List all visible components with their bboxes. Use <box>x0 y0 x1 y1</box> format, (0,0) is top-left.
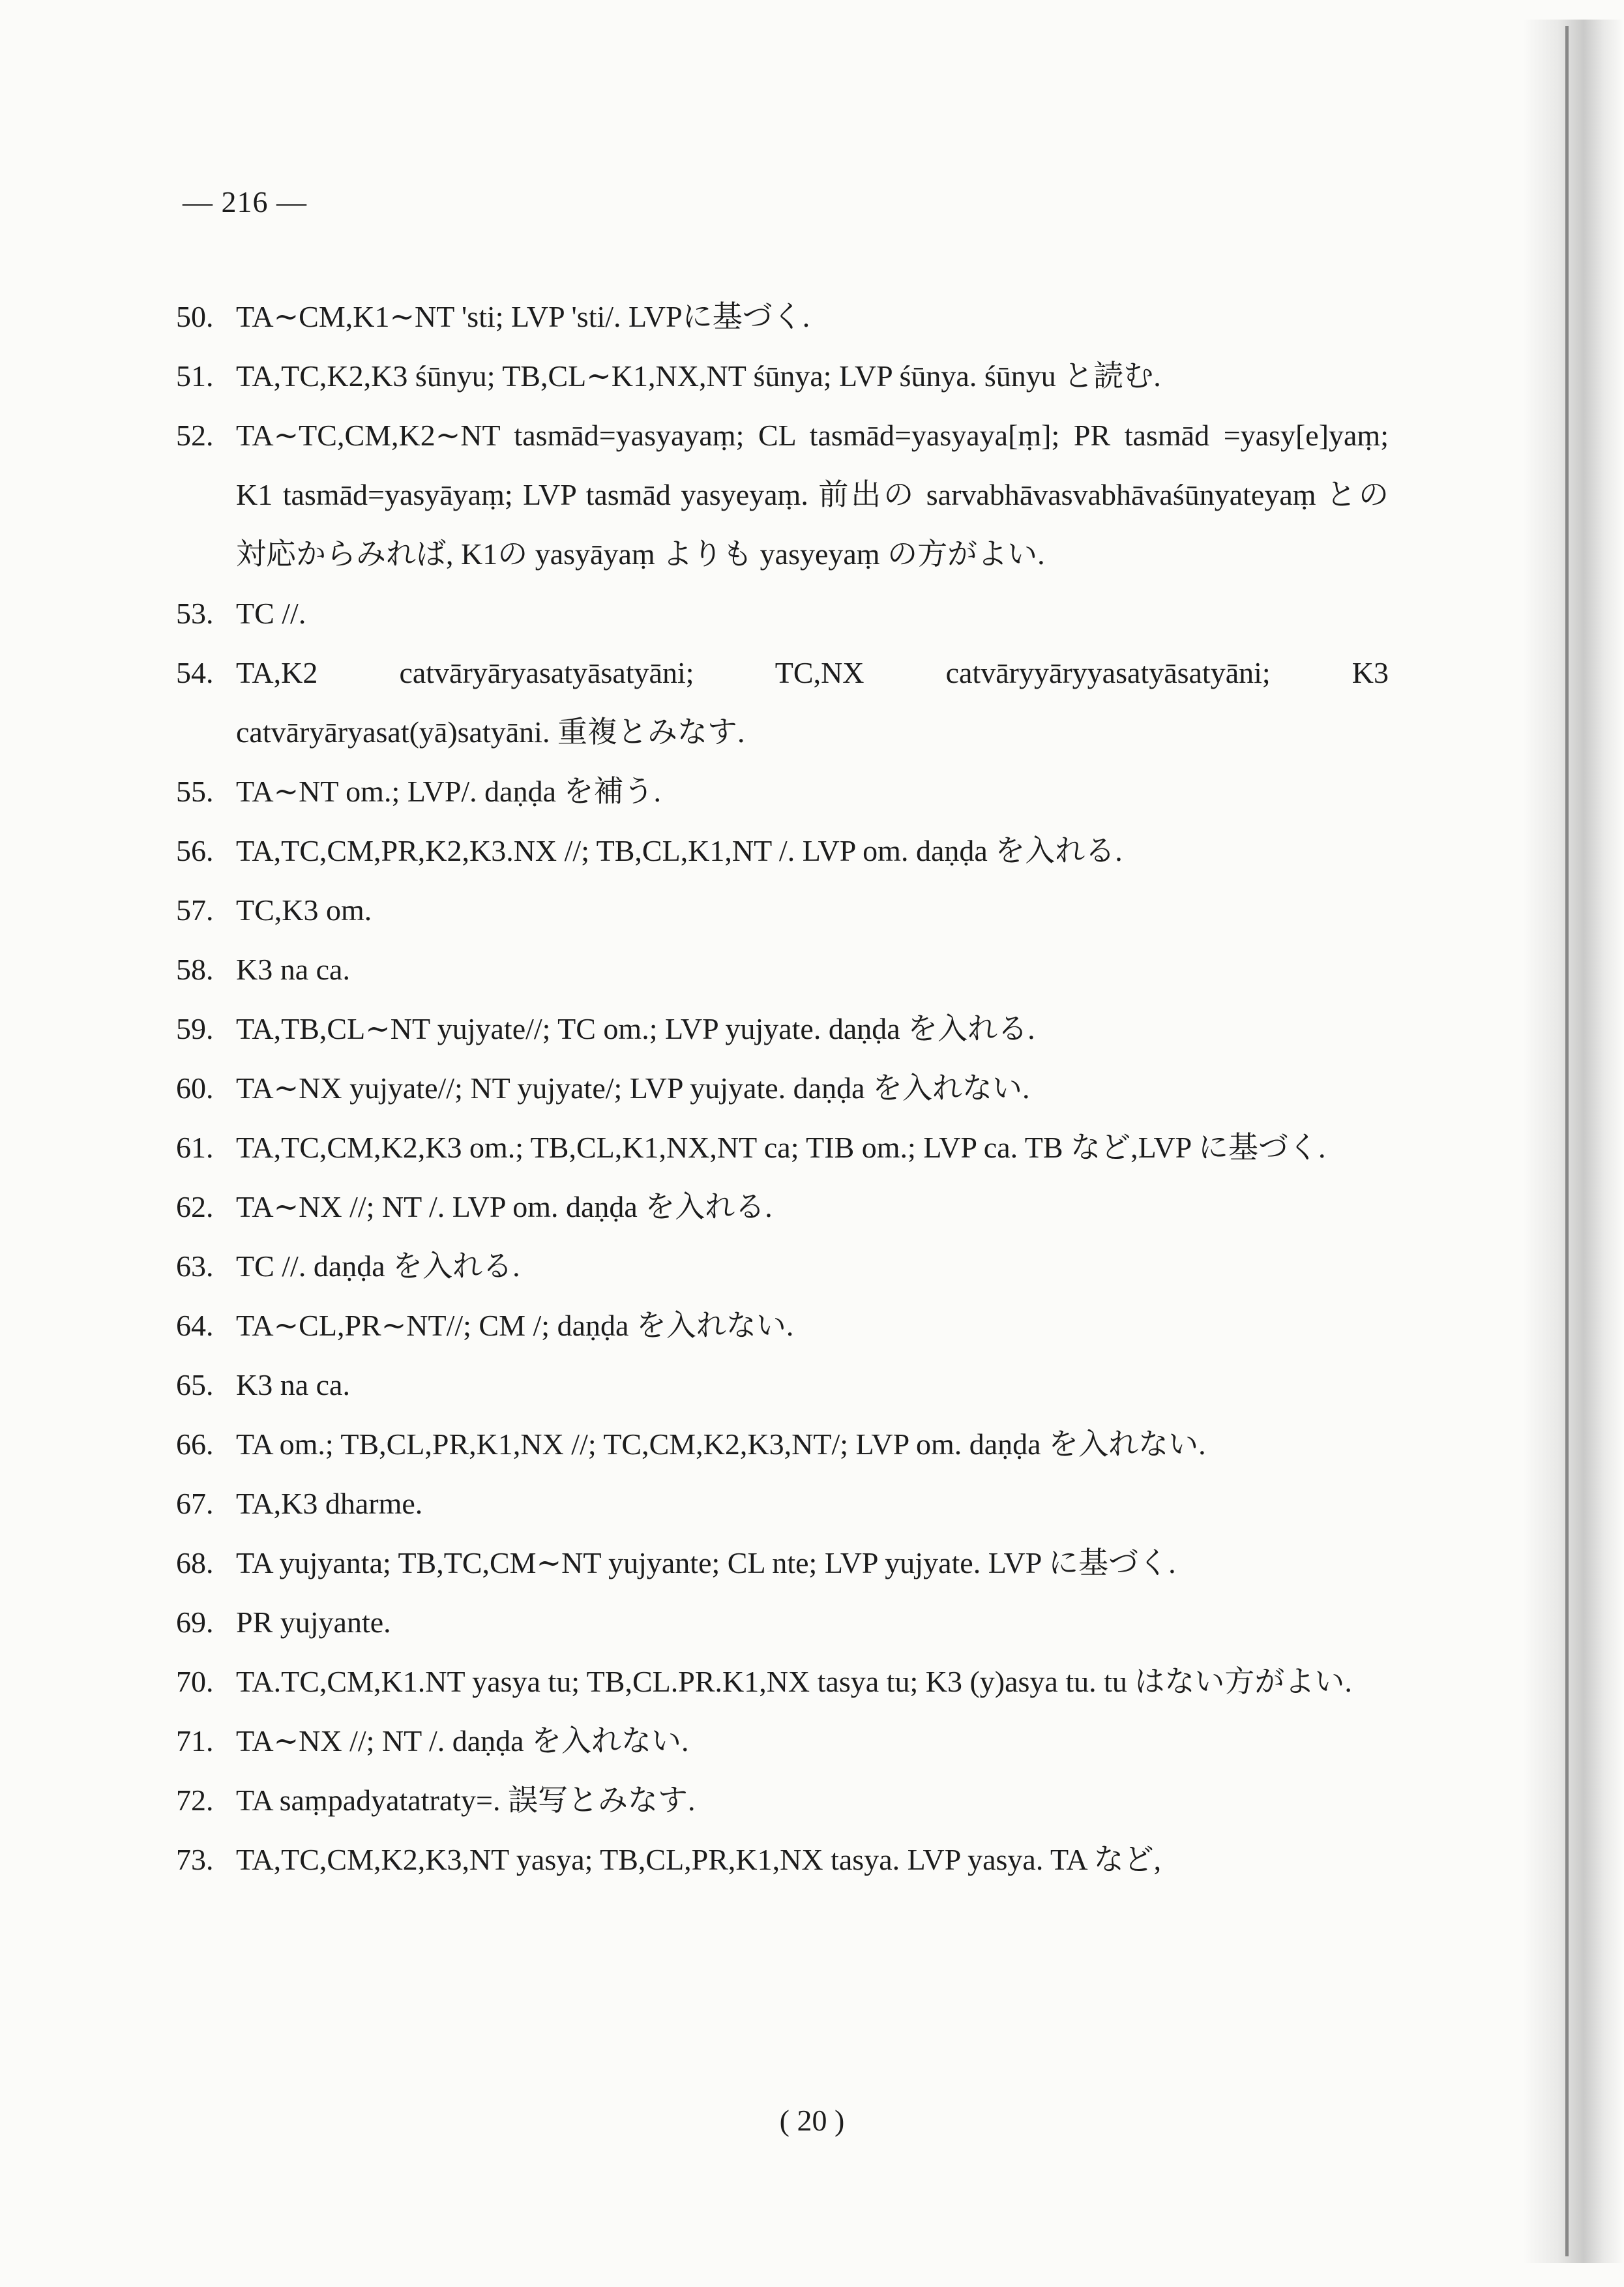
note-58 <box>176 940 1389 999</box>
footer-page-label: ( 20 ) <box>779 2104 845 2137</box>
note-number: 69. <box>176 1606 214 1639</box>
note-number: 67. <box>176 1487 214 1520</box>
note-text: PR yujyante. <box>236 1606 391 1639</box>
note-73 <box>176 1830 1389 1889</box>
note-69 <box>176 1592 1389 1652</box>
note-71 <box>176 1711 1389 1771</box>
note-number: 50. <box>176 300 214 333</box>
note-number: 70. <box>176 1665 214 1698</box>
note-number: 51. <box>176 359 214 393</box>
note-number: 61. <box>176 1131 214 1164</box>
page-number: — 216 — <box>183 185 307 218</box>
note-52 <box>176 406 1389 584</box>
note-number: 68. <box>176 1546 214 1579</box>
note-number: 59. <box>176 1012 214 1045</box>
note-59 <box>176 999 1389 1058</box>
note-number: 72. <box>176 1784 214 1817</box>
note-70 <box>176 1652 1389 1711</box>
note-text: TA∼NX //; NT /. LVP om. daṇḍa を入れる. <box>236 1190 773 1223</box>
note-text: TC //. <box>236 597 306 630</box>
note-text: TA,TC,K2,K3 śūnyu; TB,CL∼K1,NX,NT śūnya; LVP śūnya. śūnyu と読む. <box>236 359 1161 393</box>
note-63 <box>176 1236 1389 1296</box>
note-number: 56. <box>176 834 214 867</box>
note-number: 62. <box>176 1190 214 1223</box>
note-text: TA om.; TB,CL,PR,K1,NX //; TC,CM,K2,K3,NT/; LVP om. daṇḍa を入れない. <box>236 1428 1206 1461</box>
note-number: 73. <box>176 1843 214 1876</box>
note-number: 55. <box>176 775 214 808</box>
note-54 <box>176 643 1389 762</box>
note-61 <box>176 1118 1389 1177</box>
note-number: 53. <box>176 597 214 630</box>
note-65 <box>176 1355 1389 1414</box>
note-text: TA,TC,CM,K2,K3,NT yasya; TB,CL,PR,K1,NX tasya. LVP yasya. TA など, <box>236 1843 1162 1876</box>
note-text: TC,K3 om. <box>236 893 372 927</box>
note-text: TA,K3 dharme. <box>236 1487 423 1520</box>
note-50 <box>176 287 1389 346</box>
note-56 <box>176 821 1389 880</box>
footnote-list <box>176 287 1389 1889</box>
note-text: TA∼NX //; NT /. daṇḍa を入れない. <box>236 1724 689 1757</box>
note-number: 54. <box>176 656 214 689</box>
note-text: TA.TC,CM,K1.NT yasya tu; TB,CL.PR.K1,NX tasya tu; K3 (y)asya tu. tu はない方がよい. <box>236 1665 1352 1698</box>
note-number: 64. <box>176 1309 214 1342</box>
note-66 <box>176 1414 1389 1474</box>
note-number: 63. <box>176 1249 214 1283</box>
note-text: TA∼NX yujyate//; NT yujyate/; LVP yujyate. daṇḍa を入れない. <box>236 1071 1030 1105</box>
note-62 <box>176 1177 1389 1236</box>
note-text: TA∼CM,K1∼NT 'sti; LVP 'sti/. LVPに基づく. <box>236 300 810 333</box>
note-text: TA∼NT om.; LVP/. daṇḍa を補う. <box>236 775 662 808</box>
note-number: 52. <box>176 419 214 452</box>
note-53 <box>176 584 1389 643</box>
note-text: TA∼CL,PR∼NT//; CM /; daṇḍa を入れない. <box>236 1309 794 1342</box>
note-text: TA saṃpadyatatraty=. 誤写とみなす. <box>236 1784 696 1817</box>
binding-shadow <box>1523 20 1624 2263</box>
note-number: 71. <box>176 1724 214 1757</box>
note-text: K3 na ca. <box>236 1368 350 1401</box>
note-text: TA yujyanta; TB,TC,CM∼NT yujyante; CL nte; LVP yujyate. LVP に基づく. <box>236 1546 1176 1579</box>
note-text: TA,K2 catvāryāryasatyāsatyāni; TC,NX catvāryyāryyasatyāsatyāni; K3 catvāryāryasat(yā)satyāni. 重複とみなす. <box>236 656 1389 749</box>
note-57 <box>176 880 1389 940</box>
note-60 <box>176 1058 1389 1118</box>
note-number: 65. <box>176 1368 214 1401</box>
note-number: 60. <box>176 1071 214 1105</box>
note-68 <box>176 1533 1389 1592</box>
note-number: 66. <box>176 1428 214 1461</box>
binding-line <box>1565 26 1569 2256</box>
note-text: TC //. daṇḍa を入れる. <box>236 1249 520 1283</box>
note-64 <box>176 1296 1389 1355</box>
note-number: 58. <box>176 953 214 986</box>
note-72 <box>176 1771 1389 1830</box>
note-55 <box>176 762 1389 821</box>
note-text: TA,TB,CL∼NT yujyate//; TC om.; LVP yujyate. daṇḍa を入れる. <box>236 1012 1035 1045</box>
note-number: 57. <box>176 893 214 927</box>
note-67 <box>176 1474 1389 1533</box>
note-text: TA∼TC,CM,K2∼NT tasmād=yasyayaṃ; CL tasmād=yasyaya[ṃ]; PR tasmād =yasy[e]yaṃ; K1 tasmād=yasyāyaṃ; LVP tasmād yasyeyaṃ. 前出の sarvabhāvasvabhāvaśūnyateyaṃ との対応からみれば, K1の yasyāyaṃ よりも yasyeyaṃ の方がよい. <box>236 419 1389 571</box>
note-text: K3 na ca. <box>236 953 350 986</box>
note-text: TA,TC,CM,K2,K3 om.; TB,CL,K1,NX,NT ca; TIB om.; LVP ca. TB など,LVP に基づく. <box>236 1131 1326 1164</box>
note-text: TA,TC,CM,PR,K2,K3.NX //; TB,CL,K1,NT /. LVP om. daṇḍa を入れる. <box>236 834 1123 867</box>
note-51 <box>176 346 1389 406</box>
